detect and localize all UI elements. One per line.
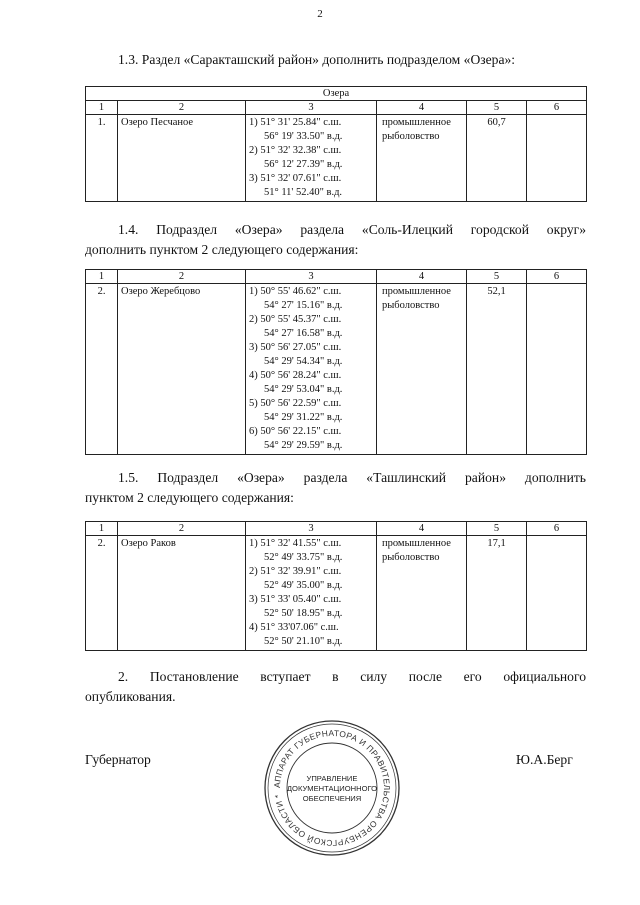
table-row bbox=[86, 115, 587, 202]
coord-lon: 56° 19' 33.50" в.д. bbox=[264, 131, 343, 142]
col-header: 1 bbox=[86, 522, 118, 536]
coordinates-cell bbox=[246, 115, 377, 202]
coord-index: 1) bbox=[249, 286, 258, 297]
coord-lat: 1) 50° 55' 46.62" с.ш. bbox=[249, 286, 342, 297]
coord-lat: 5) 50° 56' 22.59" с.ш. bbox=[249, 398, 342, 409]
col-header: 2 bbox=[118, 522, 246, 536]
area-cell: 17,1 bbox=[467, 536, 527, 651]
table-header-row bbox=[86, 101, 587, 115]
coord-index: 4) bbox=[249, 370, 258, 381]
stamp-inner-line: ОБЕСПЕЧЕНИЯ bbox=[302, 794, 362, 803]
signatory-name: Ю.А.Берг bbox=[516, 752, 573, 767]
section-1-5-heading-line1: 1.5. Подраздел «Озера» раздела «Ташлинский район» дополнить bbox=[118, 470, 586, 485]
table-row bbox=[86, 284, 587, 455]
col-header: 3 bbox=[246, 270, 377, 284]
coord-index: 1) bbox=[249, 117, 258, 128]
col-header: 5 bbox=[467, 101, 527, 115]
section-1-4-heading-line1: 1.4. Подраздел «Озера» раздела «Соль-Илецкий городской округ» bbox=[118, 222, 586, 237]
page-number: 2 bbox=[317, 8, 323, 20]
table-caption: Озера bbox=[86, 87, 587, 101]
coord-lat: 4) 51° 33'07.06" с.ш. bbox=[249, 622, 339, 633]
coord-lat: 1) 51° 31' 25.84" с.ш. bbox=[249, 117, 342, 128]
coord-lat: 3) 51° 33' 05.40" с.ш. bbox=[249, 594, 342, 605]
row-number: 2. bbox=[86, 284, 118, 455]
col-header: 4 bbox=[377, 522, 467, 536]
coord-lat: 2) 50° 55' 45.37" с.ш. bbox=[249, 314, 342, 325]
purpose-line: рыболовство bbox=[382, 131, 440, 142]
table-header-row bbox=[86, 522, 587, 536]
coord-index: 2) bbox=[249, 566, 258, 577]
lake-name: Озеро Раков bbox=[118, 536, 246, 651]
area-cell: 60,7 bbox=[467, 115, 527, 202]
col-header: 6 bbox=[527, 522, 587, 536]
stamp-inner-line: УПРАВЛЕНИЕ bbox=[306, 774, 358, 783]
row-number: 2. bbox=[86, 536, 118, 651]
stamp-outer-text: АППАРАТ ГУБЕРНАТОРА И ПРАВИТЕЛЬСТВА ОРЕНБУРГСКОЙ ОБЛАСТИ * bbox=[271, 727, 393, 849]
coord-lat: 4) 50° 56' 28.24" с.ш. bbox=[249, 370, 342, 381]
final-clause-line1: 2. Постановление вступает в силу после его официального bbox=[118, 669, 586, 684]
coord-lon: 52° 49' 35.00" в.д. bbox=[264, 580, 343, 591]
coord-lon: 52° 50' 18.95" в.д. bbox=[264, 608, 343, 619]
coord-lat: 6) 50° 56' 22.15" с.ш. bbox=[249, 426, 342, 437]
coordinates-cell bbox=[246, 536, 377, 651]
col-header: 2 bbox=[118, 270, 246, 284]
purpose-cell bbox=[377, 115, 467, 202]
coord-lon: 54° 29' 53.04" в.д. bbox=[264, 384, 343, 395]
signatory-position: Губернатор bbox=[85, 752, 151, 767]
section-1-4-heading-line2: дополнить пунктом 2 следующего содержания: bbox=[85, 242, 359, 257]
table-row bbox=[86, 536, 587, 651]
coord-lon: 54° 29' 54.34" в.д. bbox=[264, 356, 343, 367]
coord-index: 2) bbox=[249, 145, 258, 156]
col-header: 4 bbox=[377, 270, 467, 284]
coord-index: 5) bbox=[249, 398, 258, 409]
table-sol-iletsk-lakes bbox=[85, 269, 587, 455]
purpose-line: рыболовство bbox=[382, 300, 440, 311]
coord-lon: 51° 11' 52.40" в.д. bbox=[264, 187, 343, 198]
table-tashla-lakes bbox=[85, 521, 587, 651]
coord-lon: 52° 50' 21.10" в.д. bbox=[264, 636, 343, 647]
coord-index: 2) bbox=[249, 314, 258, 325]
purpose-line: рыболовство bbox=[382, 552, 440, 563]
coord-lat: 3) 50° 56' 27.05" с.ш. bbox=[249, 342, 342, 353]
coord-lon: 56° 12' 27.39" в.д. bbox=[264, 159, 343, 170]
coord-index: 3) bbox=[249, 173, 258, 184]
coord-lat: 2) 51° 32' 32.38" с.ш. bbox=[249, 145, 342, 156]
row-number: 1. bbox=[86, 115, 118, 202]
empty-cell bbox=[527, 115, 587, 202]
col-header: 3 bbox=[246, 101, 377, 115]
coord-index: 1) bbox=[249, 538, 258, 549]
col-header: 6 bbox=[527, 101, 587, 115]
coordinates-cell bbox=[246, 284, 377, 455]
table-saraktash-lakes bbox=[85, 86, 587, 202]
official-stamp bbox=[262, 718, 402, 858]
purpose-cell bbox=[377, 536, 467, 651]
col-header: 4 bbox=[377, 101, 467, 115]
lake-name: Озеро Песчаное bbox=[118, 115, 246, 202]
coord-lat: 1) 51° 32' 41.55" с.ш. bbox=[249, 538, 342, 549]
empty-cell bbox=[527, 284, 587, 455]
col-header: 5 bbox=[467, 522, 527, 536]
col-header: 1 bbox=[86, 270, 118, 284]
col-header: 2 bbox=[118, 101, 246, 115]
coord-lat: 2) 51° 32' 39.91" с.ш. bbox=[249, 566, 342, 577]
section-1-3-heading: 1.3. Раздел «Саракташский район» дополнить подразделом «Озера»: bbox=[118, 52, 516, 67]
coord-lat: 3) 51° 32' 07.61" с.ш. bbox=[249, 173, 342, 184]
section-1-5-heading-line2: пунктом 2 следующего содержания: bbox=[85, 490, 294, 505]
coord-index: 6) bbox=[249, 426, 258, 437]
coord-lon: 54° 29' 31.22" в.д. bbox=[264, 412, 343, 423]
col-header: 5 bbox=[467, 270, 527, 284]
col-header: 3 bbox=[246, 522, 377, 536]
coord-index: 3) bbox=[249, 342, 258, 353]
purpose-cell bbox=[377, 284, 467, 455]
coord-index: 4) bbox=[249, 622, 258, 633]
final-clause-line2: опубликования. bbox=[85, 689, 176, 704]
area-cell: 52,1 bbox=[467, 284, 527, 455]
purpose-line: промышленное bbox=[382, 286, 451, 297]
coord-lon: 52° 49' 33.75" в.д. bbox=[264, 552, 343, 563]
purpose-line: промышленное bbox=[382, 538, 451, 549]
coord-lon: 54° 27' 16.58" в.д. bbox=[264, 328, 343, 339]
coord-lon: 54° 27' 15.16" в.д. bbox=[264, 300, 343, 311]
col-header: 6 bbox=[527, 270, 587, 284]
purpose-line: промышленное bbox=[382, 117, 451, 128]
table-header-row bbox=[86, 270, 587, 284]
lake-name: Озеро Жеребцово bbox=[118, 284, 246, 455]
col-header: 1 bbox=[86, 101, 118, 115]
empty-cell bbox=[527, 536, 587, 651]
coord-lon: 54° 29' 29.59" в.д. bbox=[264, 440, 343, 451]
stamp-inner-line: ДОКУМЕНТАЦИОННОГО bbox=[286, 784, 378, 793]
coord-index: 3) bbox=[249, 594, 258, 605]
